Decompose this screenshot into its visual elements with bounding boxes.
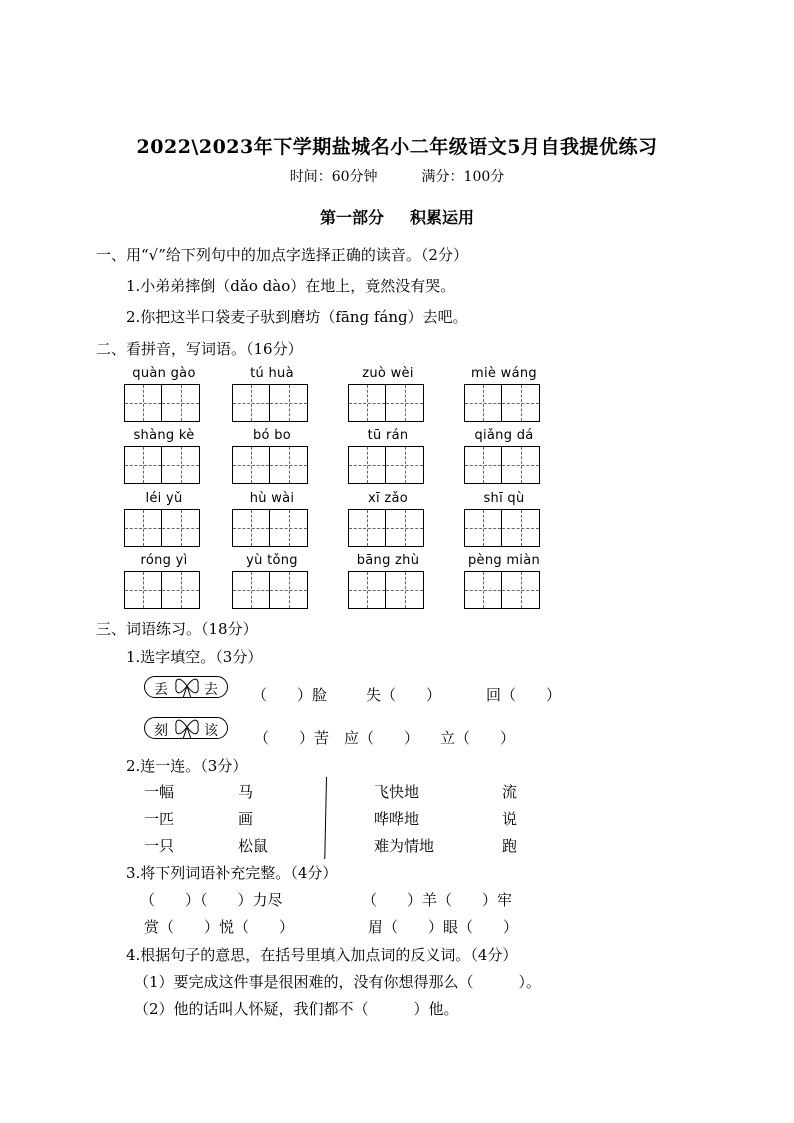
tianzige-cell[interactable] <box>464 384 502 422</box>
match-item[interactable]: 流 <box>502 783 518 801</box>
pinyin-label: tú huà <box>250 366 294 381</box>
tianzige-cell[interactable] <box>124 509 162 547</box>
writing-grid <box>232 509 308 547</box>
pinyin-label: yù tǒng <box>246 553 298 568</box>
char-choice-pair-1 <box>144 676 228 698</box>
tianzige-cell[interactable] <box>162 571 200 609</box>
section-3-heading: 三、词语练习。（18分） <box>96 620 258 638</box>
writing-grid <box>464 446 540 484</box>
pinyin-label: qiǎng dá <box>474 428 534 443</box>
tianzige-cell[interactable] <box>162 446 200 484</box>
section-1-question-2: 2.你把这半口袋麦子驮到磨坊（fānɡ fánɡ）去吧。 <box>126 308 468 326</box>
tianzige-cell[interactable] <box>464 446 502 484</box>
writing-grid <box>124 509 200 547</box>
tianzige-cell[interactable] <box>124 384 162 422</box>
tianzige-cell[interactable] <box>348 446 386 484</box>
tianzige-cell[interactable] <box>348 509 386 547</box>
pinyin-label: shī qù <box>483 491 525 506</box>
tianzige-cell[interactable] <box>162 509 200 547</box>
tianzige-cell[interactable] <box>232 446 270 484</box>
idiom-blank[interactable]: 眉（ ）眼（ ） <box>368 918 519 936</box>
writing-grid <box>348 446 424 484</box>
tianzige-cell[interactable] <box>464 571 502 609</box>
char-choice-b: 去 <box>204 682 218 698</box>
tianzige-cell[interactable] <box>232 571 270 609</box>
pinyin-label: tū rán <box>367 428 409 443</box>
antonym-question-2[interactable]: （2）他的话叫人怀疑，我们都不（ ）他。 <box>134 1000 459 1018</box>
pinyin-label: miè wáng <box>471 366 537 381</box>
fill-blank[interactable]: 立（ ） <box>440 729 516 747</box>
pinyin-label: zuò wèi <box>362 366 414 381</box>
tianzige-cell[interactable] <box>502 384 540 422</box>
tianzige-cell[interactable] <box>464 509 502 547</box>
part-title: 积累运用 <box>410 208 475 227</box>
char-choice-b: 该 <box>204 723 218 739</box>
pinyin-label: xī zǎo <box>368 491 408 506</box>
part-name: 第一部分 <box>319 208 384 227</box>
idiom-blank[interactable]: 赏（ ）悦（ ） <box>144 918 295 936</box>
tianzige-cell[interactable] <box>124 571 162 609</box>
tianzige-cell[interactable] <box>270 571 308 609</box>
writing-grid <box>464 384 540 422</box>
divider-line <box>324 777 327 859</box>
section-1-question-1: 1.小弟弟摔倒（dǎo dào）在地上，竟然没有哭。 <box>126 277 456 295</box>
match-item[interactable]: 马 <box>238 783 254 801</box>
char-choice-a: 丢 <box>154 682 168 698</box>
section-1-heading: 一、用“√”给下列句中的加点字选择正确的读音。（2分） <box>96 246 468 264</box>
writing-grid <box>348 571 424 609</box>
tianzige-cell[interactable] <box>348 571 386 609</box>
tianzige-cell[interactable] <box>386 571 424 609</box>
tianzige-cell[interactable] <box>386 446 424 484</box>
match-item[interactable]: 一匹 <box>144 810 175 828</box>
pinyin-label: léi yǔ <box>145 491 183 506</box>
tianzige-cell[interactable] <box>124 446 162 484</box>
writing-grid <box>232 571 308 609</box>
pinyin-label: bāng zhù <box>356 553 420 568</box>
tianzige-cell[interactable] <box>232 384 270 422</box>
fill-blank[interactable]: （ ）脸 <box>252 686 328 704</box>
pinyin-label: shàng kè <box>133 428 195 443</box>
match-item[interactable]: 跑 <box>502 837 518 855</box>
writing-grid <box>464 509 540 547</box>
full-score: 满分：100分 <box>421 169 505 185</box>
fill-blank[interactable]: 失（ ） <box>366 686 442 704</box>
match-item[interactable]: 哗哗地 <box>374 810 420 828</box>
pinyin-label: quàn gào <box>132 366 196 381</box>
match-item[interactable]: 画 <box>238 810 254 828</box>
writing-grid <box>232 446 308 484</box>
pinyin-label: bó bo <box>252 428 292 443</box>
char-choice-pair-2 <box>144 717 228 739</box>
fill-blank[interactable]: 回（ ） <box>486 686 562 704</box>
section-3-sub-4-heading: 4.根据句子的意思，在括号里填入加点词的反义词。（4分） <box>126 946 518 964</box>
tianzige-cell[interactable] <box>502 446 540 484</box>
match-item[interactable]: 飞快地 <box>374 783 420 801</box>
tianzige-cell[interactable] <box>502 509 540 547</box>
tianzige-cell[interactable] <box>386 384 424 422</box>
time-limit: 时间：60分钟 <box>289 169 378 185</box>
fill-blank[interactable]: 应（ ） <box>344 729 420 747</box>
idiom-blank[interactable]: （ ）羊（ ）牢 <box>362 891 513 909</box>
part-heading <box>0 205 794 228</box>
writing-grid <box>464 571 540 609</box>
page-title: 2022\2023年下学期盐城名小二年级语文5月自我提优练习 <box>136 136 658 158</box>
tianzige-cell[interactable] <box>348 384 386 422</box>
pinyin-label: pèng miàn <box>467 553 541 568</box>
fill-blank[interactable]: （ ）苦 <box>254 729 330 747</box>
match-item[interactable]: 一幅 <box>144 783 175 801</box>
antonym-question-1[interactable]: （1）要完成这件事是很困难的，没有你想得那么（ ）。 <box>134 973 542 991</box>
tianzige-cell[interactable] <box>270 446 308 484</box>
writing-grid <box>124 446 200 484</box>
writing-grid <box>348 384 424 422</box>
tianzige-cell[interactable] <box>232 509 270 547</box>
bow-ribbon-icon <box>173 714 201 740</box>
tianzige-cell[interactable] <box>270 384 308 422</box>
section-3-sub-2-heading: 2.连一连。（3分） <box>126 757 248 775</box>
writing-grid <box>232 384 308 422</box>
idiom-blank[interactable]: （ ）（ ）力尽 <box>140 891 283 909</box>
bow-ribbon-icon <box>173 673 201 699</box>
tianzige-cell[interactable] <box>162 384 200 422</box>
writing-grid <box>348 509 424 547</box>
writing-grid <box>124 571 200 609</box>
tianzige-cell[interactable] <box>502 571 540 609</box>
match-item[interactable]: 松鼠 <box>238 837 269 855</box>
tianzige-cell[interactable] <box>270 509 308 547</box>
match-item[interactable]: 一只 <box>144 837 175 855</box>
section-3-sub-3-heading: 3.将下列词语补充完整。（4分） <box>126 864 338 882</box>
char-choice-a: 刻 <box>154 723 168 739</box>
section-3-sub-1-heading: 1.选字填空。（3分） <box>126 648 263 666</box>
writing-grid <box>124 384 200 422</box>
pinyin-label: hù wài <box>249 491 295 506</box>
match-item[interactable]: 难为情地 <box>374 837 435 855</box>
tianzige-cell[interactable] <box>386 509 424 547</box>
exam-info <box>0 166 794 186</box>
pinyin-label: róng yì <box>140 553 188 568</box>
section-2-heading: 二、看拼音，写词语。（16分） <box>96 340 303 358</box>
match-item[interactable]: 说 <box>502 810 518 828</box>
